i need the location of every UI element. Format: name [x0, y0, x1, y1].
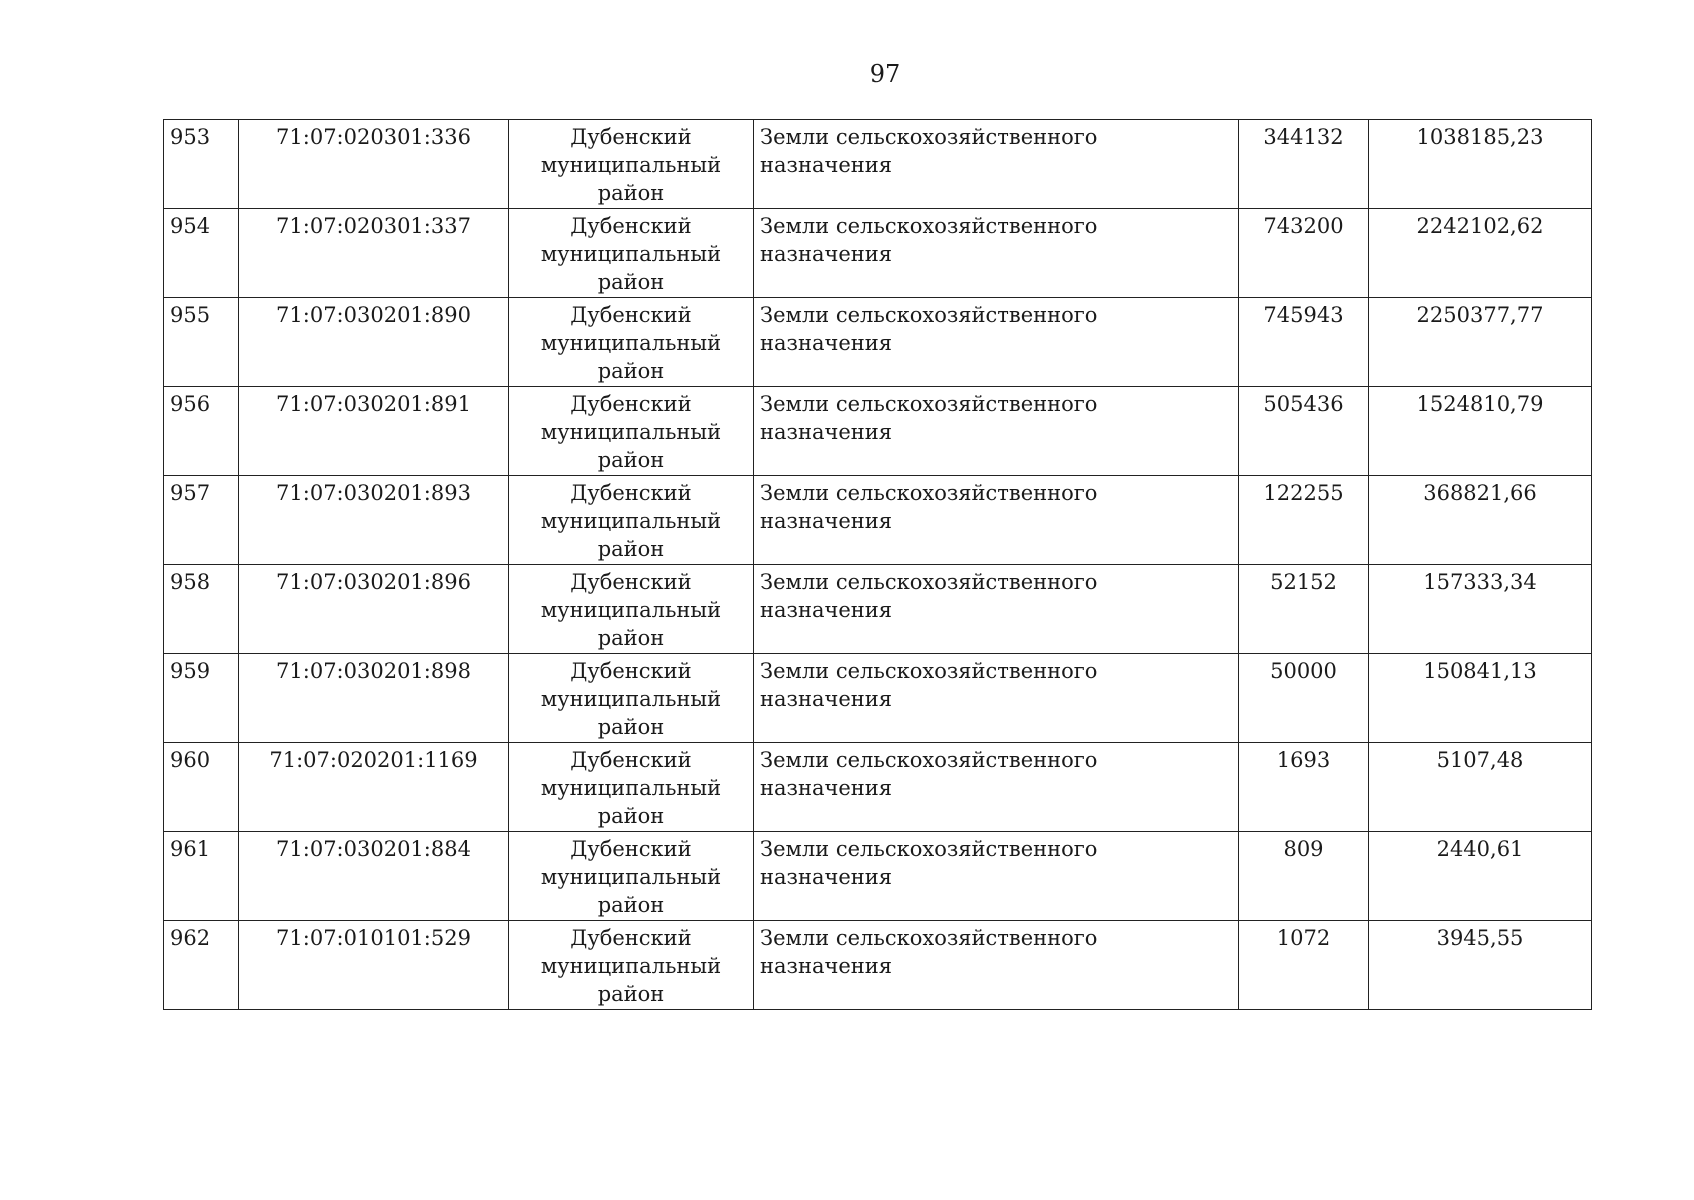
land-category-cell: Земли сельскохозяйственного назначения [754, 298, 1239, 387]
cadastral-number-cell: 71:07:020201:1169 [239, 743, 509, 832]
district-line: Дубенский [570, 748, 692, 772]
table-row [164, 387, 1592, 476]
area-cell: 745943 [1239, 298, 1369, 387]
land-plot-table [163, 119, 1592, 1010]
district-line: муниципальный [540, 598, 722, 622]
district-line: район [597, 804, 665, 828]
district-line: Дубенский [570, 481, 692, 505]
district-line: муниципальный [540, 153, 722, 177]
cadastral-number-cell: 71:07:030201:896 [239, 565, 509, 654]
land-plot-table-body [164, 120, 1592, 1010]
land-category-cell: Земли сельскохозяйственного назначения [754, 743, 1239, 832]
area-cell: 52152 [1239, 565, 1369, 654]
table-row [164, 654, 1592, 743]
cadastral-number-cell: 71:07:010101:529 [239, 921, 509, 1010]
table-row [164, 209, 1592, 298]
cadastral-value-cell: 157333,34 [1369, 565, 1592, 654]
area-cell: 122255 [1239, 476, 1369, 565]
land-category-cell: Земли сельскохозяйственного назначения [754, 832, 1239, 921]
district-line: Дубенский [570, 570, 692, 594]
district-line: муниципальный [540, 242, 722, 266]
row-number-cell: 954 [164, 209, 239, 298]
district-line: муниципальный [540, 509, 722, 533]
district-cell [509, 476, 754, 565]
district-line: муниципальный [540, 331, 722, 355]
cadastral-value-cell: 3945,55 [1369, 921, 1592, 1010]
district-line: муниципальный [540, 954, 722, 978]
district-cell [509, 743, 754, 832]
land-category-cell: Земли сельскохозяйственного назначения [754, 476, 1239, 565]
district-cell [509, 832, 754, 921]
district-line: район [597, 893, 665, 917]
row-number-cell: 957 [164, 476, 239, 565]
district-cell [509, 298, 754, 387]
area-cell: 505436 [1239, 387, 1369, 476]
cadastral-number-cell: 71:07:030201:891 [239, 387, 509, 476]
land-category-cell: Земли сельскохозяйственного назначения [754, 120, 1239, 209]
area-cell: 1072 [1239, 921, 1369, 1010]
row-number-cell: 960 [164, 743, 239, 832]
land-category-cell: Земли сельскохозяйственного назначения [754, 387, 1239, 476]
row-number-cell: 956 [164, 387, 239, 476]
cadastral-value-cell: 2440,61 [1369, 832, 1592, 921]
area-cell: 50000 [1239, 654, 1369, 743]
district-line: район [597, 359, 665, 383]
district-cell [509, 209, 754, 298]
table-row [164, 921, 1592, 1010]
cadastral-value-cell: 150841,13 [1369, 654, 1592, 743]
cadastral-number-cell: 71:07:030201:898 [239, 654, 509, 743]
table-row [164, 120, 1592, 209]
district-cell [509, 921, 754, 1010]
district-line: муниципальный [540, 865, 722, 889]
district-cell [509, 387, 754, 476]
area-cell: 1693 [1239, 743, 1369, 832]
land-category-cell: Земли сельскохозяйственного назначения [754, 654, 1239, 743]
district-line: район [597, 181, 665, 205]
row-number-cell: 959 [164, 654, 239, 743]
row-number-cell: 962 [164, 921, 239, 1010]
district-line: Дубенский [570, 659, 692, 683]
district-cell [509, 565, 754, 654]
cadastral-number-cell: 71:07:030201:890 [239, 298, 509, 387]
district-line: Дубенский [570, 837, 692, 861]
cadastral-number-cell: 71:07:030201:884 [239, 832, 509, 921]
cadastral-value-cell: 1038185,23 [1369, 120, 1592, 209]
district-cell [509, 120, 754, 209]
district-line: муниципальный [540, 420, 722, 444]
area-cell: 809 [1239, 832, 1369, 921]
district-line: Дубенский [570, 303, 692, 327]
district-line: район [597, 270, 665, 294]
table-row [164, 565, 1592, 654]
district-line: район [597, 537, 665, 561]
land-category-cell: Земли сельскохозяйственного назначения [754, 209, 1239, 298]
land-category-cell: Земли сельскохозяйственного назначения [754, 565, 1239, 654]
cadastral-value-cell: 2250377,77 [1369, 298, 1592, 387]
district-cell [509, 654, 754, 743]
district-line: район [597, 715, 665, 739]
district-line: район [597, 448, 665, 472]
cadastral-value-cell: 2242102,62 [1369, 209, 1592, 298]
district-line: Дубенский [570, 926, 692, 950]
district-line: муниципальный [540, 687, 722, 711]
table-row [164, 743, 1592, 832]
district-line: Дубенский [570, 392, 692, 416]
row-number-cell: 958 [164, 565, 239, 654]
cadastral-value-cell: 368821,66 [1369, 476, 1592, 565]
cadastral-number-cell: 71:07:020301:336 [239, 120, 509, 209]
area-cell: 743200 [1239, 209, 1369, 298]
page-number: 97 [869, 60, 901, 88]
district-line: район [597, 982, 665, 1006]
district-line: район [597, 626, 665, 650]
cadastral-value-cell: 1524810,79 [1369, 387, 1592, 476]
area-cell: 344132 [1239, 120, 1369, 209]
row-number-cell: 953 [164, 120, 239, 209]
table-row [164, 832, 1592, 921]
cadastral-value-cell: 5107,48 [1369, 743, 1592, 832]
row-number-cell: 961 [164, 832, 239, 921]
row-number-cell: 955 [164, 298, 239, 387]
land-category-cell: Земли сельскохозяйственного назначения [754, 921, 1239, 1010]
table-row [164, 476, 1592, 565]
district-line: Дубенский [570, 125, 692, 149]
district-line: Дубенский [570, 214, 692, 238]
cadastral-number-cell: 71:07:020301:337 [239, 209, 509, 298]
district-line: муниципальный [540, 776, 722, 800]
cadastral-number-cell: 71:07:030201:893 [239, 476, 509, 565]
table-row [164, 298, 1592, 387]
